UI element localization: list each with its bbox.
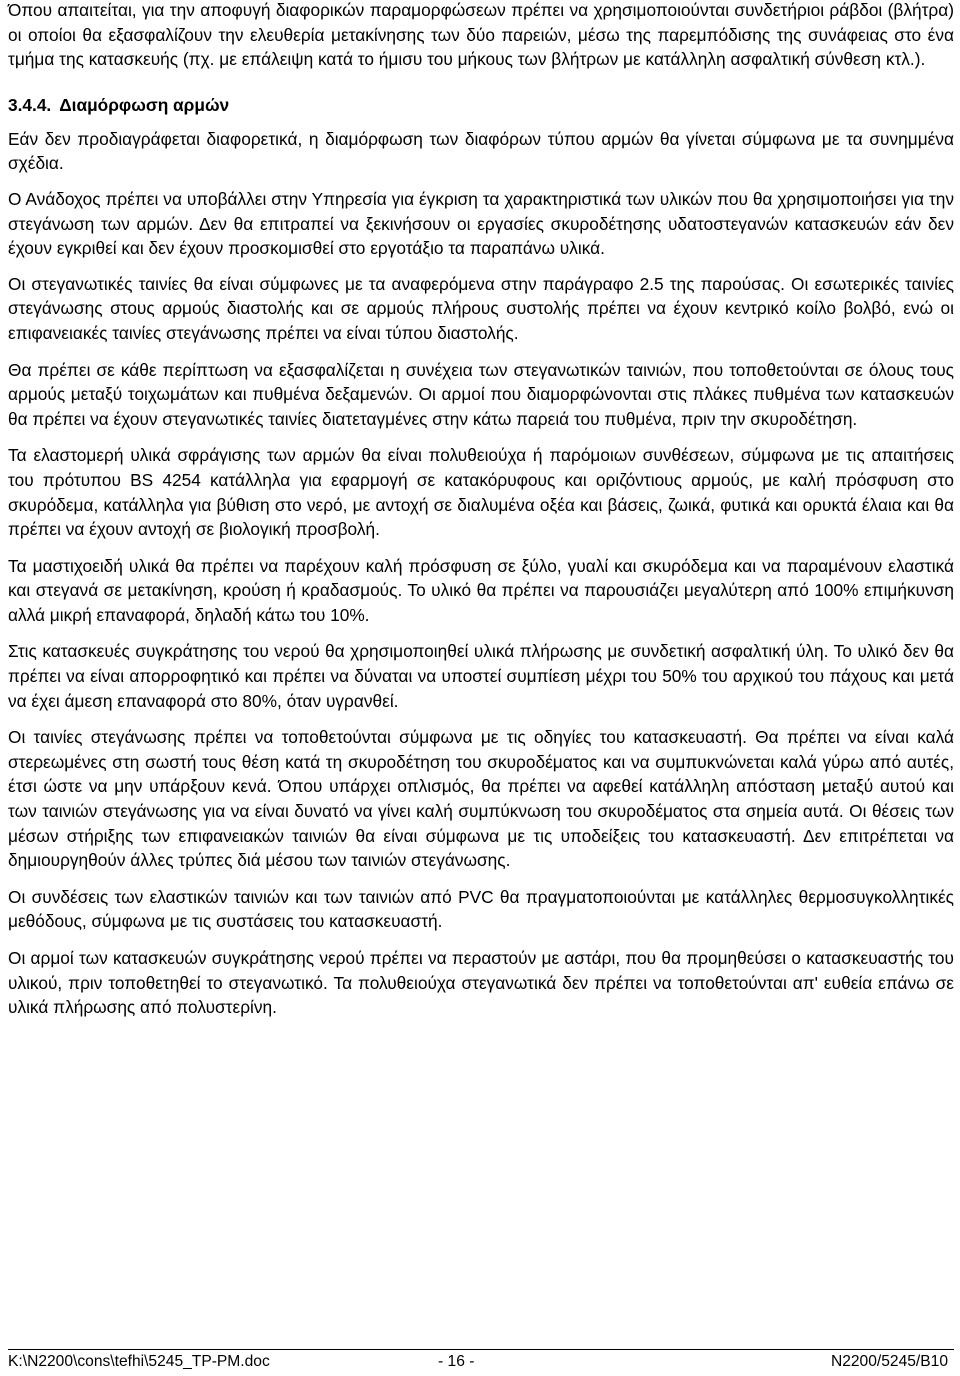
section-number: 3.4.4. — [8, 94, 52, 115]
paragraph: Στις κατασκευές συγκράτησης του νερού θα χρησιμοποιηθεί υλικά πλήρωσης με συνδετική ασφαλτική ύλη. Το υλικό δεν θα πρέπει να είναι απορροφητικό και πρέπει να δύναται να υποστεί συμπίεση μέχρι του 50% του αρχικού του πάχους και μετά να έχει άμεση επαναφορά στο 80%, όταν υγρανθεί. — [8, 641, 954, 711]
paragraph: Οι ταινίες στεγάνωσης πρέπει να τοποθετούνται σύμφωνα με τις οδηγίες του κατασκευαστή. Θα πρέπει να είναι καλά στερεωμένες στη σωστή τους θέση κατά τη σκυροδέτηση του σκυροδέματος και να συμπυκνώνεται καλά γύρω από αυτές, έτσι ώστε να μην υπάρξουν κενά. Όπου υπάρχει οπλισμός, θα πρέπει να αφεθεί κατάλληλη απόσταση μεταξύ αυτού και των ταινιών στεγάνωσης για να είναι δυνατό να γίνει καλή συμπύκνωση του σκυροδέματος στα σημεία αυτά. Οι θέσεις των μέσων στήριξης των επιφανειακών ταινιών θα είναι σύμφωνα με τις υποδείξεις του κατασκευαστή. Δεν επιτρέπεται να δημιουργηθούν άλλες τρύπες διά μέσου των ταινιών στεγάνωσης. — [8, 727, 954, 871]
section-title: Διαμόρφωση αρμών — [59, 94, 230, 115]
paragraph: Ο Ανάδοχος πρέπει να υποβάλλει στην Υπηρεσία για έγκριση τα χαρακτηριστικά των υλικών που θα χρησιμοποιήσει για την στεγάνωση των αρμών. Δεν θα επιτραπεί να ξεκινήσουν οι εργασίες σκυροδέτησης υδατοστεγανών κατασκευών εάν δεν έχουν εγκριθεί και δεν έχουν προσκομισθεί στο εργοτάξιο τα παραπάνω υλικά. — [8, 188, 954, 259]
intro-paragraph: Όπου απαιτείται, για την αποφυγή διαφορικών παραμορφώσεων πρέπει να χρησιμοποιούνται συνδετήριοι ράβδοι (βλήτρα) οι οποίοι θα εξασφαλίζουν την ελευθερία μετακίνησης των δύο παρειών, μέσω της παρεμπόδισης της συνάφειας στο ένα τμήμα της κατασκευής (πχ. με επάλειψη κατά το ήμισυ του μήκους των βλήτρων με κατάλληλη ασφαλτική σύνθεση κτλ.). — [8, 0, 954, 70]
paragraph: Τα ελαστομερή υλικά σφράγισης των αρμών θα είναι πολυθειούχα ή παρόμοιων συνθέσεων, σύμφωνα με τις απαιτήσεις του πρότυπου BS 4254 κατάλληλα για εφαρμογή σε κατακόρυφους και οριζόντιους αρμούς, με καλή πρόσφυση στο σκυρόδεμα, κατάλληλα για βύθιση στο νερό, με αντοχή σε διαλυμένα οξέα και βάσεις, ζωικά, φυτικά και ορυκτά έλαια και θα πρέπει να έχουν αντοχή σε βιολογική προσβολή. — [8, 445, 954, 540]
paragraph: Εάν δεν προδιαγράφεται διαφορετικά, η διαμόρφωση των διαφόρων τύπου αρμών θα γίνεται σύμφωνα με τα συνημμένα σχέδια. — [8, 128, 954, 174]
paragraph: Τα μαστιχοειδή υλικά θα πρέπει να παρέχουν καλή πρόσφυση σε ξύλο, γυαλί και σκυρόδεμα και να παραμένουν ελαστικά και στεγανά σε μετακίνηση, κρούση ή κραδασμούς. Το υλικό θα πρέπει να παρουσιάζει μεγαλύτερη από 100% επιμήκυνση αλλά μικρή επαναφορά, δηλαδή κάτω του 10%. — [8, 555, 954, 625]
footer-page-number: - 16 - — [438, 1353, 475, 1370]
page-footer — [8, 1349, 954, 1374]
paragraph: Θα πρέπει σε κάθε περίπτωση να εξασφαλίζεται η συνέχεια των στεγανωτικών ταινιών, που τοποθετούνται σε όλους τους αρμούς μεταξύ τοιχωμάτων και πυθμένα δεξαμενών. Οι αρμοί που διαμορφώνονται στις πλάκες πυθμένα των κατασκευών θα πρέπει να έχουν στεγανωτικές ταινίες διατεταγμένες στην κάτω παρειά του πυθμένα, πριν την σκυροδέτηση. — [8, 359, 954, 429]
paragraph: Οι συνδέσεις των ελαστικών ταινιών και των ταινιών από PVC θα πραγματοποιούνται με κατάλληλες θερμοσυγκολλητικές μεθόδους, σύμφωνα με τις συστάσεις του κατασκευαστή. — [8, 886, 954, 932]
paragraph: Οι στεγανωτικές ταινίες θα είναι σύμφωνες με τα αναφερόμενα στην παράγραφο 2.5 της παρούσας. Οι εσωτερικές ταινίες στεγάνωσης στους αρμούς διαστολής και σε αρμούς πλήρους συστολής πρέπει να έχουν κεντρικό κοίλο βολβό, ενώ οι επιφανειακές ταινίες στεγάνωσης πρέπει να είναι τύπου διαστολής. — [8, 273, 954, 343]
section-heading — [8, 93, 954, 117]
footer-reference: N2200/5245/B10 — [830, 1353, 948, 1370]
paragraph: Οι αρμοί των κατασκευών συγκράτησης νερού πρέπει να περαστούν με αστάρι, που θα προμηθεύσει ο κατασκευαστής του υλικού, πριν τοποθετηθεί το στεγανωτικό. Τα πολυθειούχα στεγανωτικά δεν πρέπει να τοποθετούνται απ' ευθεία επάνω σε υλικά πλήρωσης από πολυστερίνη. — [8, 948, 954, 1018]
footer-file-path: K:\N2200\cons\tefhi\5245_TP-PM.doc — [8, 1353, 270, 1370]
document-body — [8, 0, 954, 1020]
